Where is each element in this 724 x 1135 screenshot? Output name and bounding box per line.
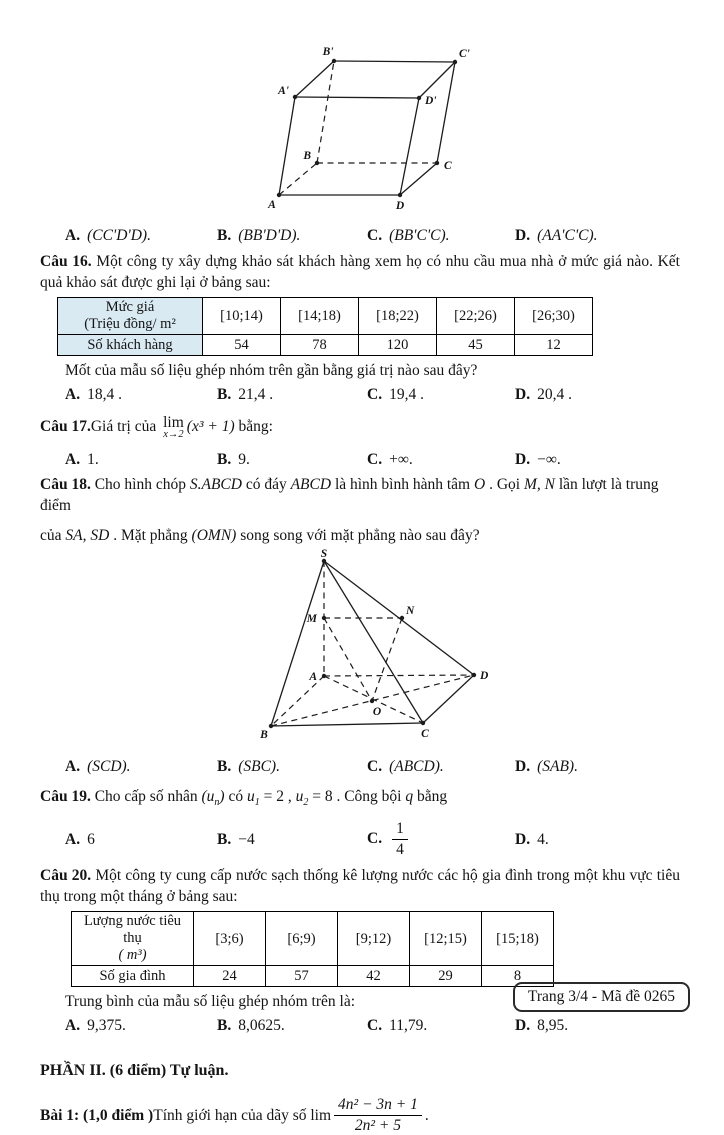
page-footer-box <box>513 982 690 1012</box>
option-letter: B. <box>217 830 232 848</box>
option-value: 18,4 . <box>87 386 122 403</box>
q20-question: Trung bình của mẫu số liệu ghép nhóm trên là: <box>65 993 356 1011</box>
label-C: C <box>421 728 429 740</box>
q19-u1-val: = 2 <box>259 788 284 805</box>
option-value: (ABCD). <box>389 758 444 775</box>
q20-statement: Một công ty cung cấp nước sạch thống kê lượng nước các hộ gia đình trong một khu vực tiêu thụ trong một tháng ở bảng sau: <box>40 867 680 906</box>
q17-text <box>40 408 680 446</box>
q19-option-d <box>515 829 680 850</box>
limit-fraction <box>334 1096 422 1135</box>
option-letter: C. <box>367 1017 383 1035</box>
q17-option-b <box>217 449 367 470</box>
vertex-O <box>370 699 374 703</box>
q19-number: Câu 19. <box>40 788 91 805</box>
q19-u2-sub: 2 <box>303 797 309 809</box>
option-value: 9. <box>238 451 250 468</box>
q20-table <box>71 911 554 987</box>
q20-table-header-line1: Lượng nước tiêu thụ <box>83 913 182 947</box>
q15-option-c <box>367 225 515 246</box>
problem1-label: Bài 1: (1,0 điểm ) <box>40 1106 154 1124</box>
q20-table-corner-cell <box>72 912 194 966</box>
fraction-denominator: 4 <box>396 840 404 858</box>
q16-bin: [26;30) <box>515 298 593 335</box>
q18-t3: là hình bình hành tâm <box>331 476 474 493</box>
option-letter: A. <box>65 758 81 775</box>
q20-bin: [12;15) <box>410 912 482 966</box>
q15-option-b <box>217 225 367 246</box>
q19-u1-sub: 1 <box>254 797 260 809</box>
option-letter: D. <box>515 227 531 244</box>
q16-count: 45 <box>437 335 515 356</box>
q20-count: 57 <box>266 966 338 987</box>
q18-m5: SA, SD <box>65 527 110 544</box>
vertex-C <box>421 721 425 725</box>
option-value: (BB'C'C). <box>389 227 450 244</box>
edge-CD <box>423 675 474 723</box>
parallelepiped-figure-wrap <box>252 45 680 222</box>
option-letter: A. <box>65 227 81 244</box>
page-footer-label: Trang 3/4 - Mã đề 0265 <box>527 988 675 1005</box>
option-letter: D. <box>515 830 531 848</box>
q19-option-a <box>65 829 217 850</box>
q19-u2-val: = 8 <box>308 788 333 805</box>
q20-count: 24 <box>194 966 266 987</box>
q20-bin: [3;6) <box>194 912 266 966</box>
edge-BC <box>271 723 423 726</box>
option-letter: D. <box>515 451 531 468</box>
q18-option-b <box>217 756 367 777</box>
option-value: 19,4 . <box>389 386 424 403</box>
q18-m6: (OMN) <box>191 527 237 544</box>
limit-notation <box>163 415 184 440</box>
q19-qvar: q <box>405 788 414 805</box>
option-letter: A. <box>65 1017 81 1035</box>
q20-text <box>40 865 680 907</box>
edge-BpCp <box>334 61 455 62</box>
label-Cp: C' <box>459 48 470 60</box>
segment-NO-hidden <box>372 618 402 701</box>
option-letter: C. <box>367 829 383 847</box>
option-value: (SBC). <box>238 758 280 775</box>
q17-intro: Giá trị của <box>90 418 157 435</box>
q16-option-b <box>217 384 367 405</box>
q18-text-line2 <box>40 525 680 546</box>
label-B: B <box>260 729 268 741</box>
label-Ap: A' <box>278 85 289 97</box>
q16-table-header-row <box>58 298 593 335</box>
q16-bin: [22;26) <box>437 298 515 335</box>
parallelepiped-figure <box>252 45 492 217</box>
option-letter: A. <box>65 386 81 403</box>
option-value: 8,95. <box>537 1017 569 1035</box>
q19-t2: có <box>224 788 247 805</box>
q16-table <box>57 297 593 356</box>
label-Bp: B' <box>322 46 334 58</box>
q19-t3: , <box>283 788 296 805</box>
option-letter: C. <box>367 386 383 403</box>
vertex-D <box>472 673 476 677</box>
edge-ApBp <box>295 61 334 97</box>
option-letter: B. <box>217 1017 232 1035</box>
q18-number: Câu 18. <box>40 476 91 493</box>
option-value: −∞. <box>537 451 561 468</box>
q17-outro: bằng: <box>238 418 273 435</box>
fraction-one-fourth <box>392 820 408 859</box>
q16-option-d <box>515 384 680 405</box>
option-value: (BB'D'D). <box>238 227 301 244</box>
option-letter: D. <box>515 758 531 775</box>
option-letter: C. <box>367 758 383 775</box>
vertex-D <box>398 193 402 197</box>
q17-expression: (x³ + 1) <box>186 418 235 435</box>
lim-word: lim <box>310 1106 332 1124</box>
part2-problem1 <box>40 1096 680 1135</box>
vertex-C <box>435 161 439 165</box>
q20-bin: [6;9) <box>266 912 338 966</box>
q19-u2: u <box>295 788 304 805</box>
q18-m2: ABCD <box>290 476 332 493</box>
q18-option-d <box>515 756 680 777</box>
edge-AB-hidden <box>279 163 317 195</box>
q16-bin: [18;22) <box>359 298 437 335</box>
problem1-text: Tính giới hạn của dãy số <box>153 1106 307 1124</box>
option-value: 21,4 . <box>238 386 274 403</box>
option-value: 9,375. <box>87 1017 126 1035</box>
problem1-suffix: . <box>424 1106 429 1124</box>
vertex-A <box>277 193 281 197</box>
q15-option-d <box>515 225 680 246</box>
q20-count: 8 <box>482 966 554 987</box>
option-letter: D. <box>515 386 531 403</box>
q20-option-c <box>367 1015 515 1036</box>
q20-option-d <box>515 1015 680 1036</box>
q19-text <box>40 786 680 814</box>
vertex-Cp <box>453 60 457 64</box>
q16-table-data-row <box>58 335 593 356</box>
label-B: B <box>303 150 311 162</box>
q19-t4: . Công bội <box>332 788 406 805</box>
q16-text <box>40 251 680 293</box>
option-value: 11,79. <box>389 1017 428 1035</box>
q18-t6: của <box>40 527 66 544</box>
label-O: O <box>372 706 382 718</box>
pyramid-figure-wrap <box>236 548 680 753</box>
option-value: (CC'D'D). <box>87 227 151 244</box>
q20-count: 42 <box>338 966 410 987</box>
q18-m4: M, N <box>523 476 555 493</box>
edge-SC <box>324 561 423 723</box>
edge-BBp-hidden <box>317 61 334 163</box>
q18-option-c <box>367 756 515 777</box>
edge-AAp <box>279 97 295 195</box>
option-value: +∞. <box>389 451 413 468</box>
q20-options <box>40 1015 680 1036</box>
q17-option-d <box>515 449 680 470</box>
q18-t2: có đáy <box>241 476 291 493</box>
option-letter: D. <box>515 1017 531 1035</box>
exam-page <box>0 45 724 1135</box>
q20-table-header-line2: ( m³) <box>118 947 147 964</box>
q19-option-b <box>217 829 367 850</box>
option-letter: C. <box>367 451 383 468</box>
q16-table-header-line1: Mức giá <box>105 299 155 315</box>
lim-word: lim <box>163 413 184 431</box>
label-Dp: D' <box>425 95 437 107</box>
vertex-Dp <box>417 96 421 100</box>
q19-t5: bằng <box>413 788 448 805</box>
q16-count: 12 <box>515 335 593 356</box>
q16-count: 78 <box>281 335 359 356</box>
q19-un-sub: n <box>214 797 220 809</box>
q20-bin: [9;12) <box>338 912 410 966</box>
label-N: N <box>406 605 415 617</box>
q16-option-c <box>367 384 515 405</box>
q19-un-close: ) <box>219 788 225 805</box>
q20-table-data-row <box>72 966 554 987</box>
label-M: M <box>306 613 317 625</box>
option-letter: B. <box>217 758 232 775</box>
q16-count: 120 <box>359 335 437 356</box>
q20-option-a <box>65 1015 217 1036</box>
q16-table-header-line2: (Triệu đồng/ m² <box>84 316 176 332</box>
label-A: A <box>309 671 317 683</box>
edge-AD-hidden <box>324 675 474 676</box>
pyramid-figure <box>236 548 506 748</box>
q20-option-b <box>217 1015 367 1036</box>
option-letter: B. <box>217 451 232 468</box>
option-letter: A. <box>65 451 81 468</box>
q16-option-a <box>65 384 217 405</box>
q16-bin: [10;14) <box>203 298 281 335</box>
q18-option-a <box>65 756 217 777</box>
vertex-B <box>315 161 319 165</box>
q18-t7: . Mặt phẳng <box>109 527 192 544</box>
q18-t5: lần lượt là trung điểm <box>40 476 659 514</box>
q17-option-a <box>65 449 217 470</box>
option-letter: B. <box>217 386 232 403</box>
q16-number: Câu 16. <box>40 253 92 270</box>
vertex-A <box>322 674 326 678</box>
label-D: D <box>395 200 405 212</box>
q18-m1: S.ABCD <box>189 476 242 493</box>
option-value: 4. <box>537 830 549 848</box>
q18-m3: O <box>473 476 486 493</box>
edge-ApDp <box>295 97 419 98</box>
option-value: 8,0625. <box>238 1017 285 1035</box>
q16-row-label: Số khách hàng <box>58 335 203 356</box>
q19-option-c <box>367 820 515 859</box>
q20-row-label: Số gia đình <box>72 966 194 987</box>
segment-MO-hidden <box>324 618 372 701</box>
vertex-B <box>269 724 273 728</box>
vertex-Bp <box>332 59 336 63</box>
q20-count: 29 <box>410 966 482 987</box>
part2-heading: PHẦN II. (6 điểm) Tự luận. <box>40 1062 229 1080</box>
lim-subscript: x→2 <box>163 428 184 440</box>
q17-number: Câu 17. <box>40 418 91 435</box>
q15-options <box>40 225 680 246</box>
option-value: (SAB). <box>537 758 578 775</box>
q20-bin: [15;18) <box>482 912 554 966</box>
option-value: 20,4 . <box>537 386 572 403</box>
q19-t1: Cho cấp số nhân <box>90 788 202 805</box>
fraction-denominator: 2n² + 5 <box>354 1117 402 1135</box>
q16-question: Mốt của mẫu số liệu ghép nhóm trên gần bằng giá trị nào sau đây? <box>65 362 478 379</box>
q17-options <box>40 449 680 470</box>
q19-u1: u <box>246 788 255 805</box>
q18-t1: Cho hình chóp <box>90 476 190 493</box>
q16-bin: [14;18) <box>281 298 359 335</box>
option-letter: B. <box>217 227 232 244</box>
option-value: −4 <box>238 830 255 848</box>
q16-table-corner-cell <box>58 298 203 335</box>
q18-t4: . Gọi <box>485 476 524 493</box>
fraction-numerator: 1 <box>392 820 408 840</box>
label-C: C <box>444 160 452 172</box>
fraction-numerator: 4n² − 3n + 1 <box>334 1096 422 1116</box>
vertex-N <box>400 616 404 620</box>
label-D: D <box>480 670 489 682</box>
vertex-M <box>322 616 326 620</box>
q18-t8: song song với mặt phẳng nào sau đây? <box>236 527 480 544</box>
q19-options <box>40 817 680 861</box>
option-value: (SCD). <box>87 758 131 775</box>
q17-option-c <box>367 449 515 470</box>
q18-text-line1 <box>40 474 680 516</box>
vertex-Ap <box>293 95 297 99</box>
label-S: S <box>320 548 328 560</box>
q16-options <box>40 384 680 405</box>
option-value: 1. <box>87 451 99 468</box>
option-letter: A. <box>65 830 81 848</box>
q20-number: Câu 20. <box>40 867 92 885</box>
q18-options <box>40 756 680 777</box>
q15-option-a <box>65 225 217 246</box>
option-value: 6 <box>87 830 95 848</box>
q20-table-header-row <box>72 912 554 966</box>
option-value: (AA'C'C). <box>537 227 598 244</box>
label-A: A <box>268 199 276 211</box>
q19-un: (u <box>201 788 215 805</box>
option-letter: C. <box>367 227 383 244</box>
q16-statement: Một công ty xây dựng khảo sát khách hàng xem họ có nhu cầu mua nhà ở mức giá nào. Kết quả khảo sát được ghi lại ở bảng sau: <box>40 253 680 291</box>
q16-count: 54 <box>203 335 281 356</box>
